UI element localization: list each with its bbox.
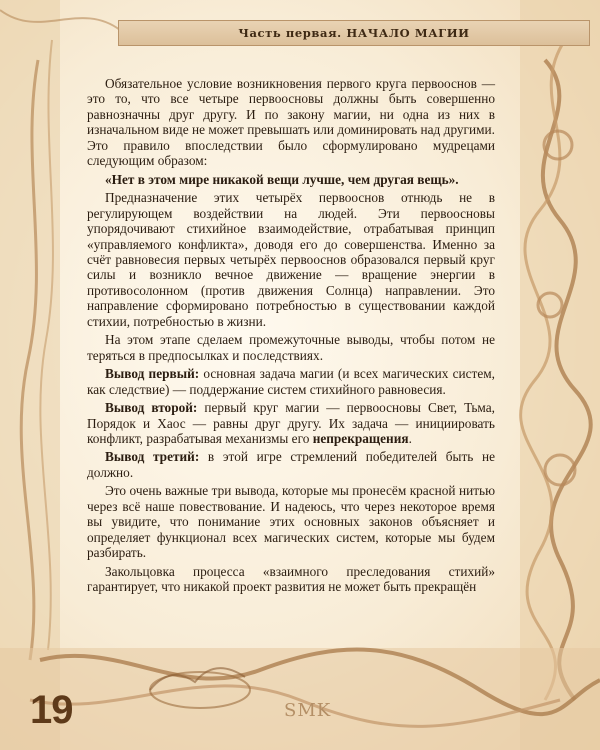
- conclusion-text: первый круг магии — первоосновы Свет, Тьма, Порядок и Хаос — равны друг другу. Их задача — инициировать конфликт, разрабатывая механизмы его: [87, 400, 495, 446]
- chapter-header: [118, 20, 590, 46]
- conclusion-label: Вывод второй:: [105, 400, 198, 416]
- paragraph: Предназначение этих четырёх первооснов отнюдь не в регулирующем воздействии на людей. Эти первоосновы упорядочивают стихийное взаимодействие, отрабатывая принцип «управляемого конфликта», доводя его до совершенства. Именно за счёт равновесия первых четырёх первооснов образовался первый круг силы и возникло вечное движение — вращение энергии в противосолонном (против движения Солнца) направлении. Это направление сформировано потребностью в существовании каждой стихии, потребностью в жизни.: [87, 190, 495, 329]
- conclusion-end: .: [408, 430, 412, 446]
- paragraph: Обязательное условие возникновения первого круга первооснов — это то, что все четыре первоосновы должны быть совершенно равнозначны друг другу. И по закону магии, ни одна из них в изначальном виде не может превышать или доминировать над другими. Это правило впоследствии было сформулировано мудрецами следующим образом:: [87, 76, 495, 169]
- conclusion-label: Вывод третий:: [105, 449, 200, 465]
- quote: «Нет в этом мире никакой вещи лучше, чем другая вещь».: [105, 171, 459, 187]
- conclusion-text: основная задача магии (и всех магических систем, как следствие) — поддержание систем стихийного равновесия.: [87, 366, 495, 397]
- conclusion-3: [87, 449, 495, 480]
- paragraph: Это очень важные три вывода, которые мы пронесём красной нитью через всё наше повествование. И надеюсь, что через некоторое время вы увидите, что понимание этих основных законов объясняет и определяет функционал всех магических систем, которые мы будем разбирать.: [87, 483, 495, 561]
- header-part: Часть первая.: [238, 26, 342, 40]
- header-title: НАЧАЛО МАГИИ: [346, 26, 470, 40]
- paragraph: Закольцовка процесса «взаимного преследования стихий» гарантирует, что никакой проект развития не может быть прекращён: [87, 563, 495, 595]
- conclusion-text: в этой игре стремлений победителей быть не должно.: [87, 449, 495, 480]
- emphasis: непрекращения: [312, 430, 409, 446]
- quote-paragraph: [87, 172, 495, 187]
- page-number: 19: [30, 688, 73, 732]
- paragraph: На этом этапе сделаем промежуточные выводы, чтобы потом не теряться в предпосылках и последствиях.: [87, 332, 495, 363]
- brand-logo: SMK: [284, 700, 332, 721]
- conclusion-1: [87, 366, 495, 397]
- conclusion-label: Вывод первый:: [105, 366, 200, 382]
- body-text: [87, 76, 495, 598]
- conclusion-2: [87, 400, 495, 446]
